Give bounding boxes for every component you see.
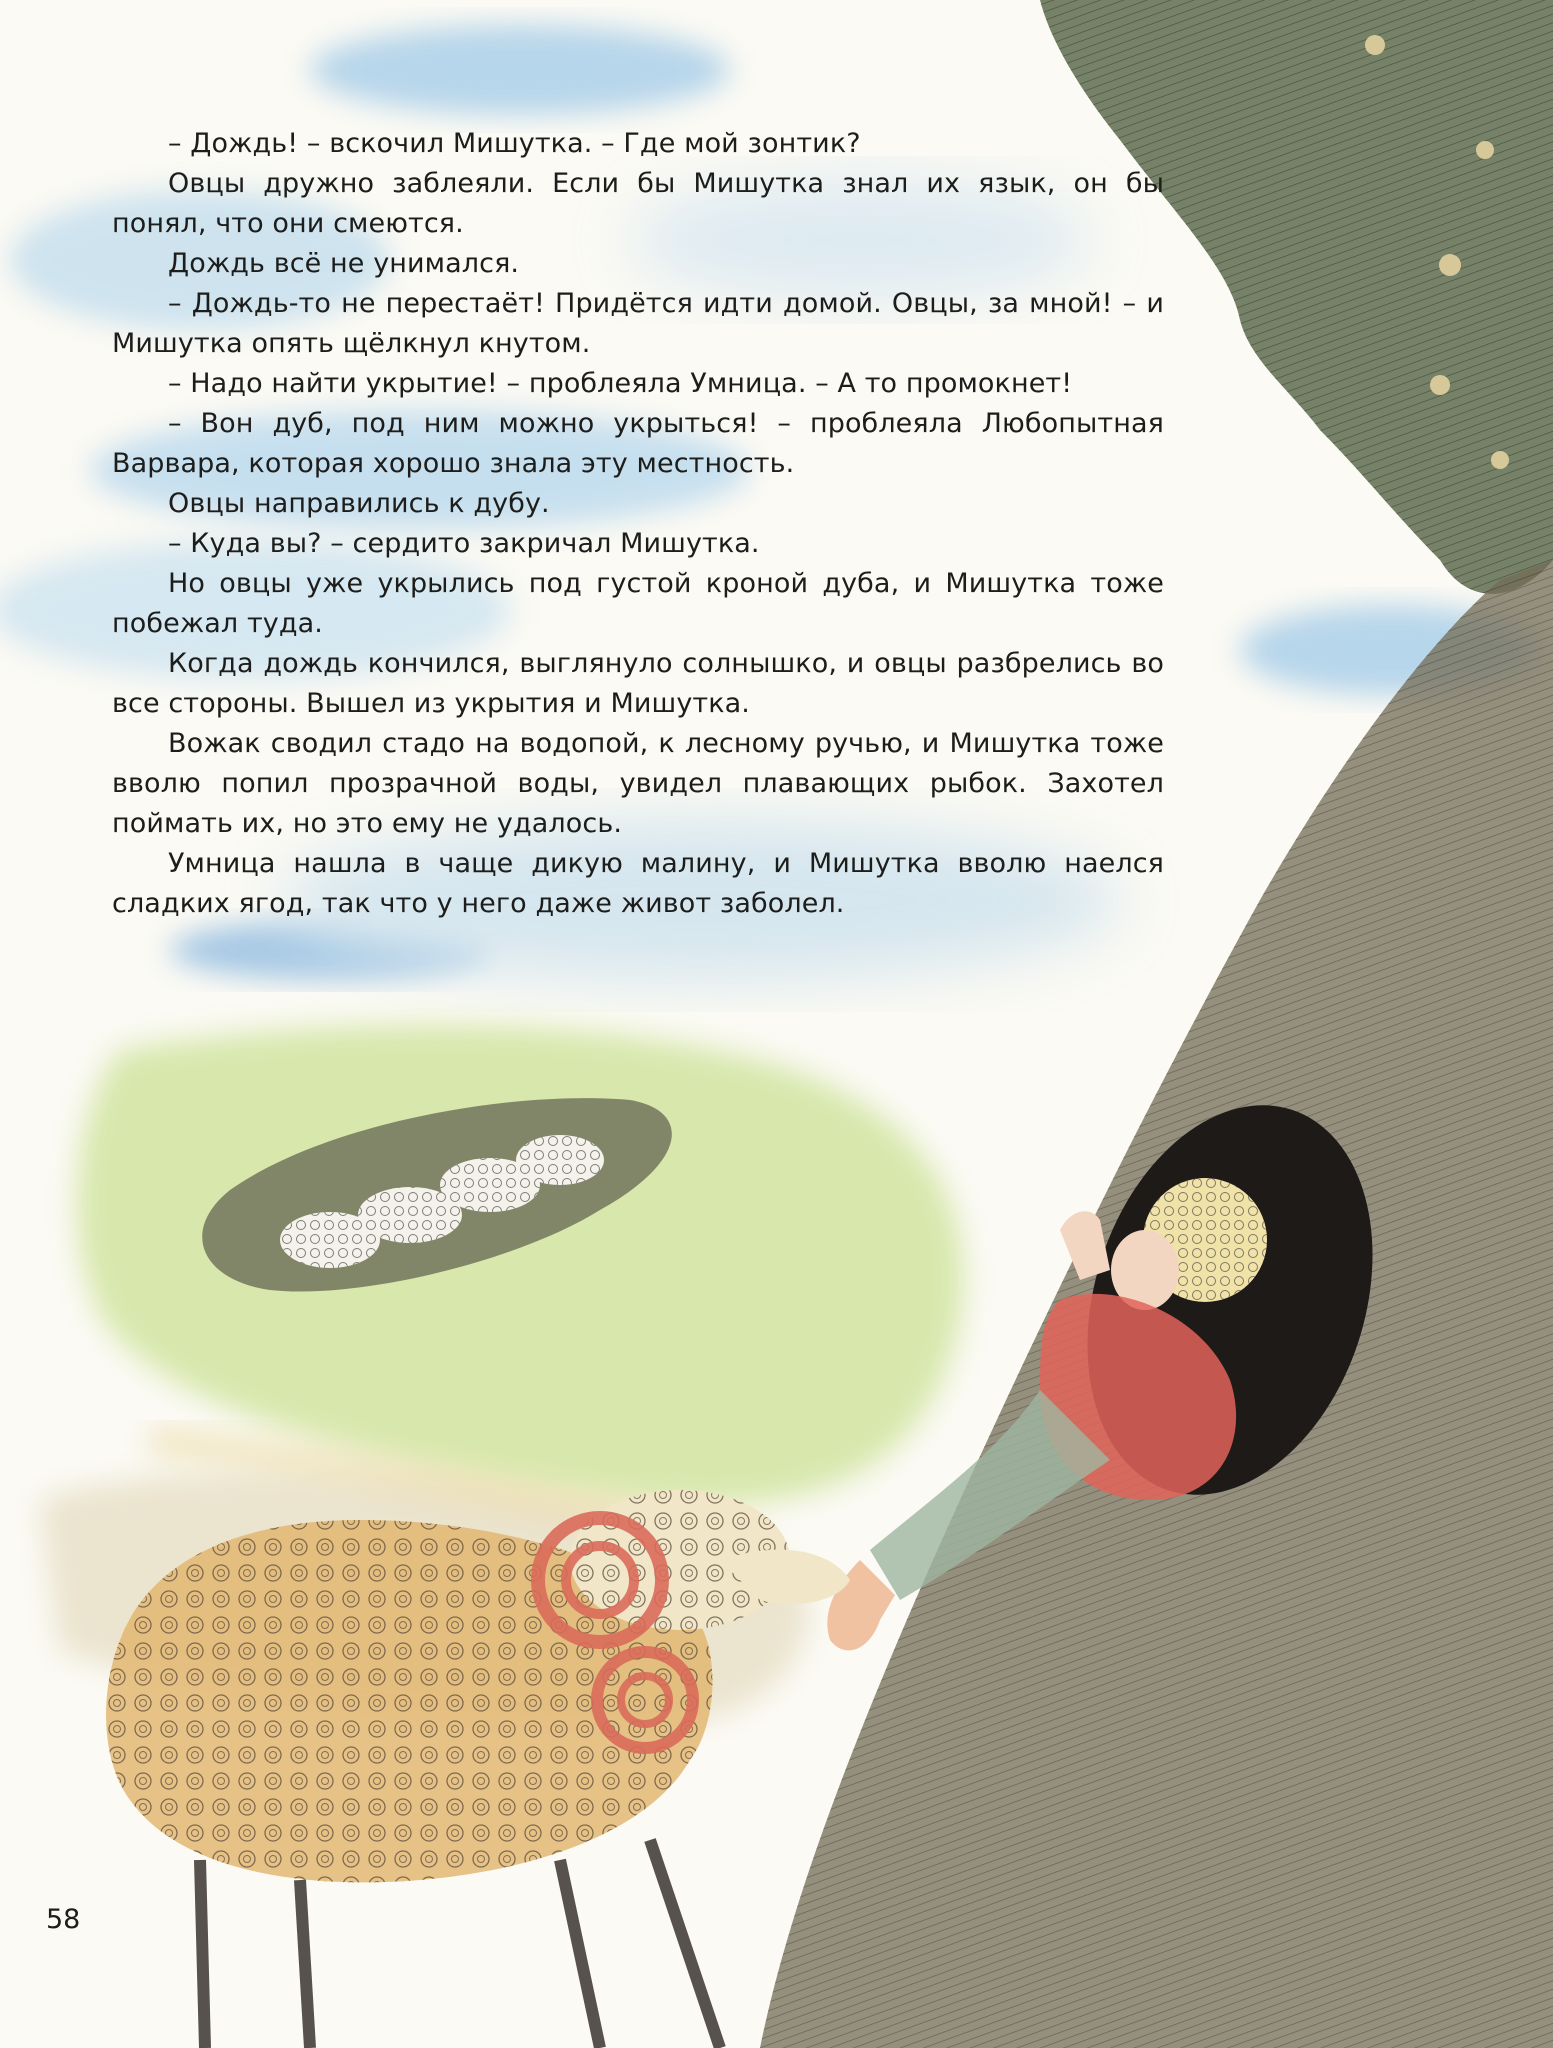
paragraph: Дождь всё не унимался. bbox=[168, 248, 520, 279]
paragraph: Вожак сводил стадо на водопой, к лесному ручью, и Мишутка тоже вволю попил прозрачной воды, увидел плавающих рыбок. Захотел поймать их, но это ему не удалось. bbox=[112, 728, 1164, 839]
ram-figure bbox=[106, 1490, 850, 2048]
paragraph: – Дождь-то не перестаёт! Придётся идти домой. Овцы, за мной! – и Мишутка опять щёлкнул кнутом. bbox=[112, 288, 1164, 359]
paragraph: – Вон дуб, под ним можно укрыться! – проблеяла Любопытная Варвара, которая хорошо знала эту местность. bbox=[112, 408, 1164, 479]
paragraph: – Надо найти укрытие! – проблеяла Умница. – А то промокнет! bbox=[168, 368, 1073, 399]
paragraph: Когда дождь кончился, выглянуло солнышко, и овцы разбрелись во все стороны. Вышел из укрытия и Мишутка. bbox=[112, 648, 1164, 719]
paragraph: Овцы дружно заблеяли. Если бы Мишутка знал их язык, он бы понял, что они смеются. bbox=[112, 168, 1164, 239]
paragraph: – Дождь! – вскочил Мишутка. – Где мой зонтик? bbox=[168, 128, 861, 159]
paragraph: Но овцы уже укрылись под густой кроной дуба, и Мишутка тоже побежал туда. bbox=[112, 568, 1164, 639]
page-number: 58 bbox=[46, 1904, 81, 1935]
paragraph: Умница нашла в чаще дикую малину, и Мишутка вволю наелся сладких ягод, так что у него даже живот заболел. bbox=[112, 848, 1164, 919]
paragraph: Овцы направились к дубу. bbox=[168, 488, 550, 519]
story-text bbox=[112, 124, 1164, 924]
paragraph: – Куда вы? – сердито закричал Мишутка. bbox=[168, 528, 760, 559]
